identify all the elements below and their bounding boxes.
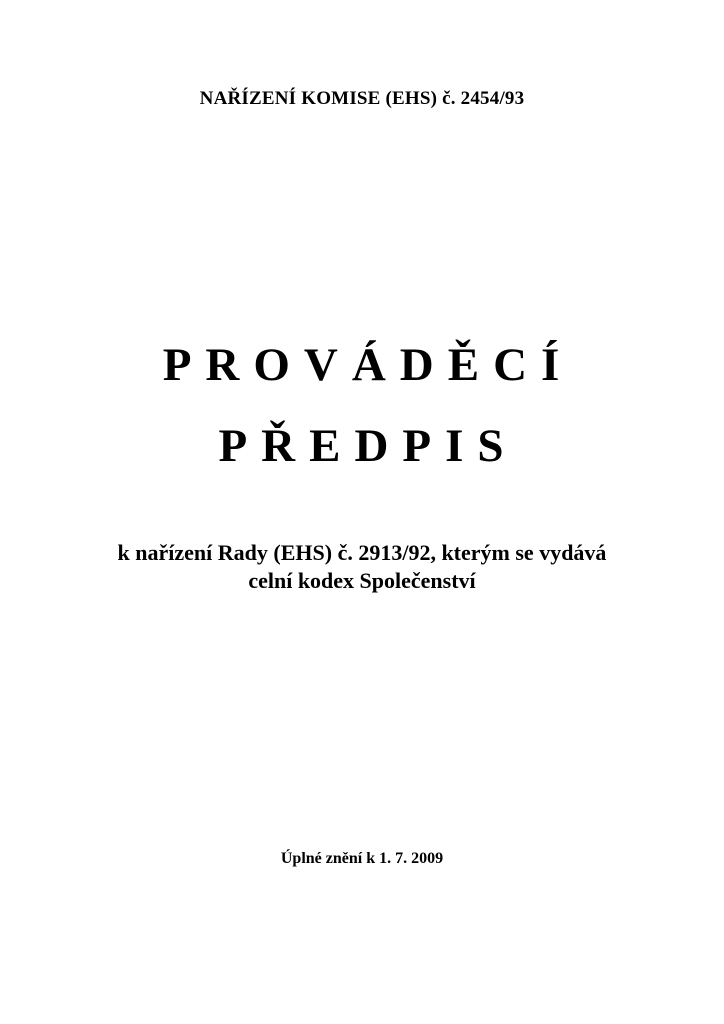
document-subtitle-line-2: celní kodex Společenství — [248, 568, 476, 593]
document-title-line-2: PŘEDPIS — [218, 420, 518, 472]
document-title-line-1: PROVÁDĚCÍ — [162, 339, 574, 391]
document-subtitle-line-1: k nařízení Rady (EHS) č. 2913/92, kterým se vydává — [117, 540, 607, 565]
consolidated-version-note: Úplné znění k 1. 7. 2009 — [280, 850, 444, 867]
regulation-number-heading: NAŘÍZENÍ KOMISE (EHS) č. 2454/93 — [199, 88, 525, 109]
